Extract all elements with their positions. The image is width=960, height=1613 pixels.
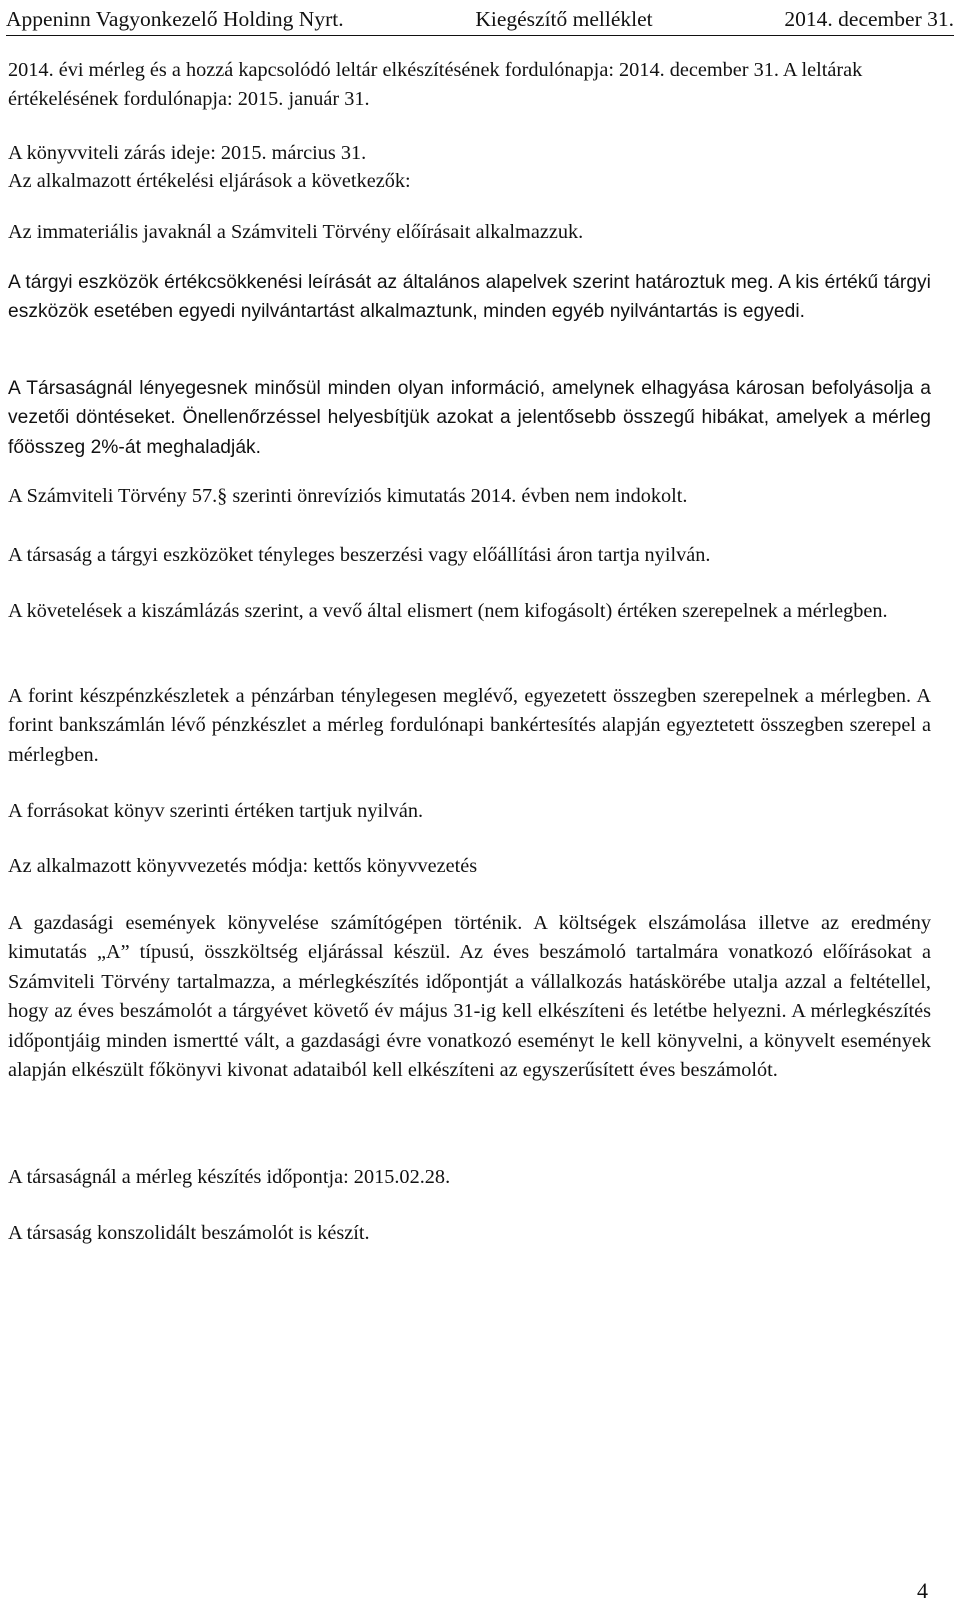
paragraph-tangible-assets: A társaság a tárgyi eszközöket tényleges beszerzési vagy előállítási áron tartja nyilván. xyxy=(8,544,711,566)
paragraph-valuation-methods-intro: Az alkalmazott értékelési eljárások a következők: xyxy=(8,170,411,192)
paragraph-accounting-process: A gazdasági események könyvelése számítógépen történik. A költségek elszámolása illetve az eredmény kimutatás „A” típusú, összköltség eljárással készül. Az éves beszámoló tartalmára vonatkozó előírásokat a Számviteli Törvény tartalmazza, a mérlegkészítés időpontját a vállalkozás hatáskörébe utalja azzal a feltétellel, hogy az éves beszámolót a tárgyévet követő év május 31-ig kell elkészíteni és letétbe helyezni. A mérlegkészítés időpontjáig minden ismertté vált, a gazdasági évre vonatkozó eseményt le kell könyvelni, a könyvelt események alapján elkészült főkönyvi kivonat adataiból kell elkészíteni az egyszerűsített éves beszámolót. xyxy=(8,912,931,1082)
paragraph-bookkeeping-method: Az alkalmazott könyvvezetés módja: kettős könyvvezetés xyxy=(8,855,478,877)
paragraph-cash: A forint készpénzkészletek a pénzárban ténylegesen meglévő, egyezetett összegben szerepelnek a mérlegben. A forint bankszámlán lévő pénzkészlet a mérleg fordulónapi bankértesítés alapján egyeztetett összegben szerepel a mérlegben. xyxy=(8,685,931,766)
header-section: Kiegészítő melléklet xyxy=(475,7,653,31)
paragraph-balance-date: 2014. évi mérleg és a hozzá kapcsolódó leltár elkészítésének fordulónapja: 2014. december 31. A leltárak értékelésének fordulónapja: 2015. január 31. xyxy=(8,59,863,111)
paragraph-depreciation: A tárgyi eszközök értékcsökkenési leírását az általános alapelvek szerint határoztuk meg. A kis értékű tárgyi eszközök esetében egyedi nyilvántartást alkalmaztunk, minden egyéb nyilvántartás is egyedi. xyxy=(8,272,931,323)
paragraph-liabilities: A forrásokat könyv szerinti értéken tartjuk nyilván. xyxy=(8,800,424,822)
page-number: 4 xyxy=(917,1578,928,1603)
paragraph-closing-date: A könyvviteli zárás ideje: 2015. március 31. xyxy=(8,142,367,164)
paragraph-balance-preparation-date: A társaságnál a mérleg készítés időpontja: 2015.02.28. xyxy=(8,1166,451,1188)
header-divider xyxy=(6,35,954,36)
paragraph-intangible-assets: Az immateriális javaknál a Számviteli Törvény előírásait alkalmazzuk. xyxy=(8,221,584,243)
paragraph-materiality: A Társaságnál lényegesnek minősül minden olyan információ, amelynek elhagyása károsan befolyásolja a vezetői döntéseket. Önellenőrzéssel helyesbítjük azokat a jelentősebb összegű hibákat, amelyek a mérleg főösszeg 2%-át meghaladják. xyxy=(8,378,931,458)
paragraph-receivables: A követelések a kiszámlázás szerint, a vevő által elismert (nem kifogásolt) értéken szerepelnek a mérlegben. xyxy=(8,600,888,622)
page-header xyxy=(6,4,954,32)
header-company: Appeninn Vagyonkezelő Holding Nyrt. xyxy=(6,7,344,31)
header-date: 2014. december 31. xyxy=(784,7,954,31)
paragraph-self-revision: A Számviteli Törvény 57.§ szerinti önrevíziós kimutatás 2014. évben nem indokolt. xyxy=(8,485,688,507)
paragraph-consolidated-report: A társaság konszolidált beszámolót is készít. xyxy=(8,1222,370,1244)
